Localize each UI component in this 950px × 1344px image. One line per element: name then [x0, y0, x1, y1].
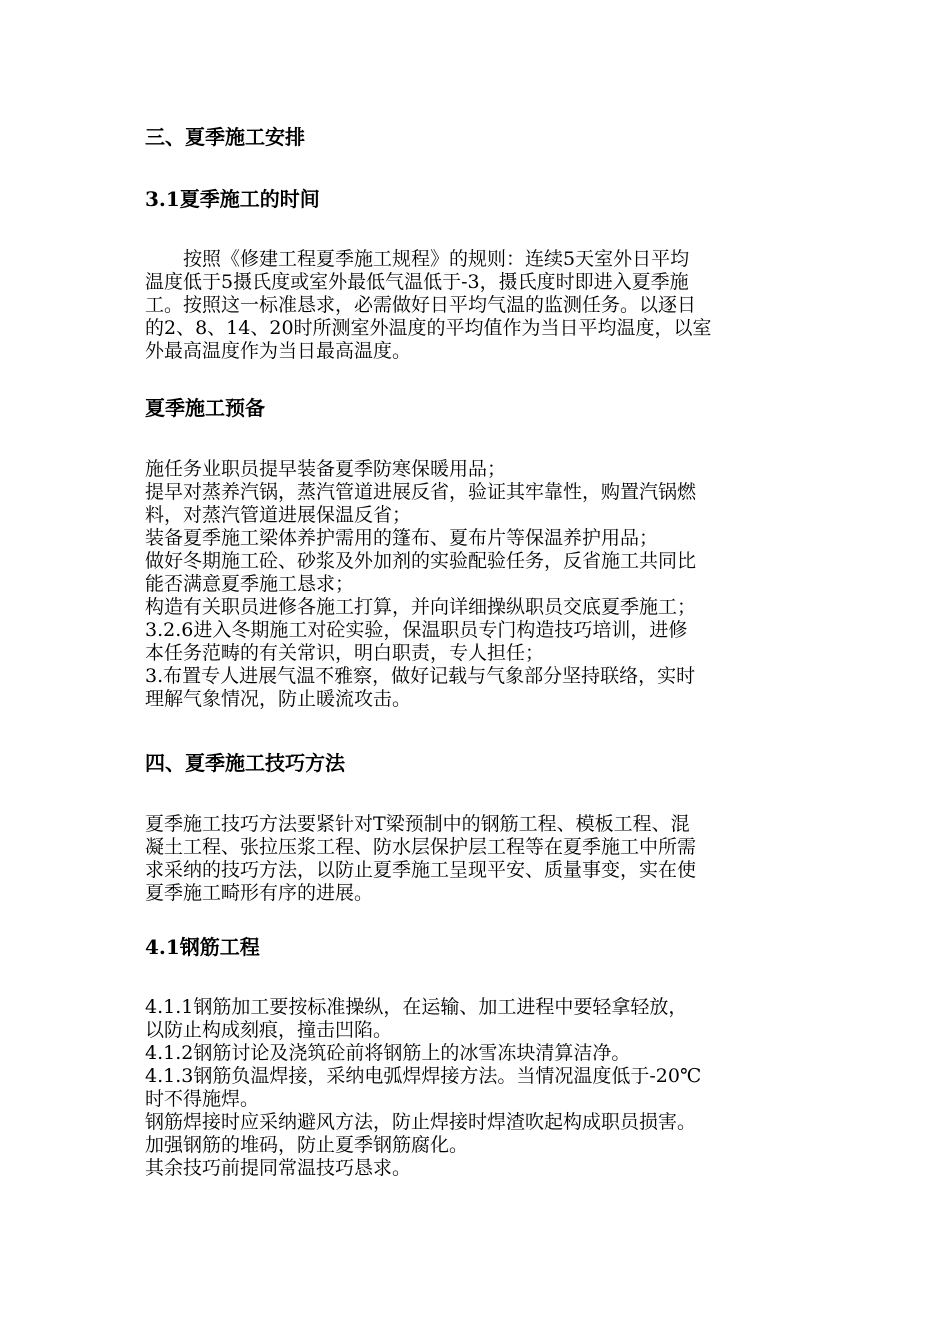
text-line: 3.2.6进入冬期施工对砼实验，保温职员专门构造技巧培训，进修	[145, 619, 688, 641]
text-line: 理解气象情况，防止暖流攻击。	[145, 688, 412, 710]
text-line: 3.布置专人进展气温不雅察，做好记载与气象部分坚持联络，实时	[145, 665, 696, 687]
text-line: 4.1.3钢筋负温焊接，采纳电弧焊焊接方法。当情况温度低于-20℃	[145, 1065, 702, 1087]
text-line: 按照《修建工程夏季施工规程》的规则：连续5天室外日平均	[145, 248, 690, 270]
section-4-paragraph	[145, 813, 810, 905]
text-line: 以防止构成刻痕，撞击凹陷。	[145, 1019, 393, 1041]
text-line: 温度低于5摄氏度或室外最低气温低于-3，摄氏度时即进入夏季施	[145, 271, 689, 293]
text-line: 料，对蒸汽管道进展保温反省；	[145, 504, 412, 526]
text-line: 外最高温度作为当日最高温度。	[145, 340, 412, 362]
section-3-1-paragraph	[145, 248, 810, 363]
text-line: 其余技巧前提同常温技巧恳求。	[145, 1157, 412, 1179]
text-line: 本任务范畴的有关常识，明白职责，专人担任；	[145, 642, 545, 664]
text-line: 能否满意夏季施工恳求；	[145, 573, 355, 595]
text-line: 的2、8、14、20时所测室外温度的平均值作为当日平均温度，以室	[145, 317, 712, 339]
text-line: 工。按照这一标准恳求，必需做好日平均气温的监测任务。以逐日	[145, 294, 697, 316]
text-line: 提早对蒸养汽锅，蒸汽管道进展反省，验证其牢靠性，购置汽锅燃	[145, 481, 697, 503]
section-3-1-heading: 3.1夏季施工的时间	[145, 187, 320, 211]
text-line: 施任务业职员提早装备夏季防寒保暖用品；	[145, 458, 507, 480]
text-line: 做好冬期施工砼、砂浆及外加剂的实验配验任务，反省施工共同比	[145, 550, 697, 572]
section-4-heading: 四、夏季施工技巧方法	[145, 751, 345, 775]
text-line: 时不得施焊。	[145, 1088, 260, 1110]
section-3-2-heading: 夏季施工预备	[145, 396, 265, 420]
text-line: 构造有关职员进修各施工打算，并向详细操纵职员交底夏季施工；	[145, 596, 697, 618]
text-line: 加强钢筋的堆码，防止夏季钢筋腐化。	[145, 1134, 469, 1156]
section-3-2-list	[145, 458, 810, 711]
text-line: 4.1.1钢筋加工要按标准操纵，在运输、加工进程中要轻拿轻放，	[145, 996, 688, 1018]
text-line: 装备夏季施工梁体养护需用的篷布、夏布片等保温养护用品；	[145, 527, 659, 549]
text-line: 夏季施工技巧方法要紧针对T梁预制中的钢筋工程、模板工程、混	[145, 813, 690, 835]
text-line: 凝土工程、张拉压浆工程、防水层保护层工程等在夏季施工中所需	[145, 836, 697, 858]
section-3-heading: 三、夏季施工安排	[145, 125, 305, 149]
text-line: 求采纳的技巧方法，以防止夏季施工呈现平安、质量事变，实在使	[145, 859, 697, 881]
text-line: 4.1.2钢筋讨论及浇筑砼前将钢筋上的冰雪冻块清算洁净。	[145, 1042, 631, 1064]
text-line: 钢筋焊接时应采纳避风方法，防止焊接时焊渣吹起构成职员损害。	[145, 1111, 697, 1133]
section-4-1-heading: 4.1钢筋工程	[145, 935, 260, 959]
section-4-1-list	[145, 996, 810, 1180]
text-line: 夏季施工畸形有序的进展。	[145, 882, 374, 904]
